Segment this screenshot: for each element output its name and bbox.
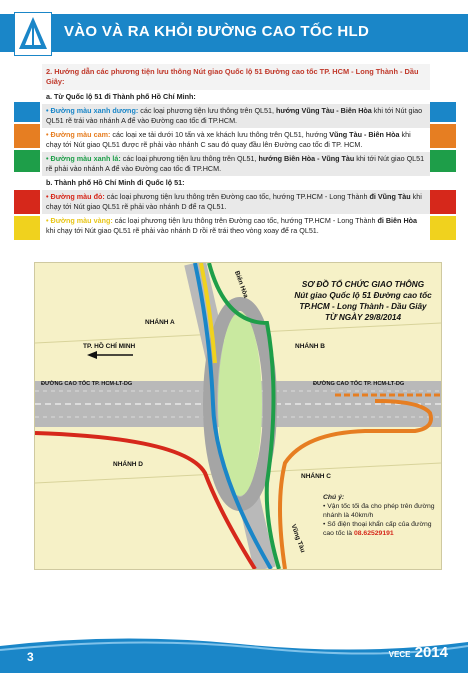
label-tp-hcm: TP. HỒ CHÍ MINH [83, 343, 136, 350]
color-bar-left-red [14, 190, 40, 214]
route-text: các loại xe tải dưới 10 tấn và xe khách lưu thông trên QL51, hướng [110, 130, 330, 139]
footer-brand [389, 644, 448, 661]
page-title: VÀO VÀ RA KHỎI ĐƯỜNG CAO TỐC HLD [64, 23, 370, 40]
color-bar-right-blue [430, 102, 456, 122]
route-strong: hướng Biên Hòa - Vũng Tàu [258, 154, 355, 163]
route-strong: đi Biên Hòa [377, 216, 418, 225]
color-bar-left-green [14, 150, 40, 172]
route-lead: • Đường màu đỏ: [46, 192, 105, 201]
color-bar-right-red [430, 190, 456, 214]
label-highway-right: ĐƯỜNG CAO TỐC TP. HCM-LT-DG [313, 381, 405, 387]
route-strong: đi Vũng Tàu [369, 192, 411, 201]
route-lead: • Đường màu vàng: [46, 216, 113, 225]
guide-content [42, 64, 430, 238]
map-title-line: TỪ NGÀY 29/8/2014 [324, 313, 402, 322]
label-highway-left: ĐƯỜNG CAO TỐC TP. HCM-LT-DG [41, 381, 133, 387]
route-text: khi chạy tới Nút giao QL51 rẽ phải vào nhánh D để ra QL51. [46, 192, 422, 211]
route-text: khi chạy tới Nút giao QL51 rẽ phải vào nhánh D rồi rẽ trái theo vòng xoay để ra QL51. [46, 226, 319, 235]
route-text: các loại phương tiện lưu thông trên Đường cao tốc, hướng TP.HCM - Long Thành [112, 216, 378, 225]
map-title-line: TP.HCM - Long Thành - Dầu Giây [299, 302, 427, 311]
page-header [0, 0, 468, 58]
route-text: các loại phương tiện lưu thông trên QL51, [138, 106, 277, 115]
route-green [42, 152, 430, 176]
subsection-a-title: a. Từ Quốc lộ 51 đi Thành phố Hồ Chí Minh: [42, 90, 430, 104]
vec-logo-icon [14, 12, 52, 56]
route-lead: • Đường màu xanh lá: [46, 154, 121, 163]
route-blue [42, 104, 430, 128]
label-vung-tau: Vũng Tàu [289, 523, 307, 554]
color-bar-left-blue [14, 102, 40, 122]
section-heading: 2. Hướng dẫn các phương tiện lưu thông Nút giao Quốc lộ 51 Đường cao tốc TP. HCM - Long Thành - Dầu Giây: [42, 64, 430, 90]
interchange-map [34, 262, 442, 570]
route-text: các loại phương tiện lưu thông trên Đường cao tốc, hướng TP.HCM - Long Thành [104, 192, 370, 201]
page-number: 3 [27, 650, 34, 664]
route-lead: • Đường màu cam: [46, 130, 111, 139]
label-bien-hoa: Biên Hòa [232, 270, 250, 299]
route-red [42, 190, 430, 214]
label-nhanh-b: NHÁNH B [295, 343, 325, 350]
label-nhanh-a: NHÁNH A [145, 319, 175, 326]
route-lead: • Đường màu xanh dương: [46, 106, 139, 115]
note-title: Chú ý: [323, 494, 345, 501]
note-phone [323, 520, 435, 538]
color-bar-right-green [430, 150, 456, 172]
map-title [293, 279, 433, 323]
brand-name: VECE [388, 650, 411, 659]
route-text: khi tới Nút giao QL51 rẽ phải vào nhánh A để vào Đường cao tốc đi TP.HCM. [46, 154, 425, 173]
color-bar-right-orange [430, 124, 456, 148]
label-nhanh-d: NHÁNH D [113, 461, 143, 468]
note-phone-text: • Số điện thoại khẩn cấp của đường cao tốc là [323, 521, 432, 537]
subsection-b-title: b. Thành phố Hồ Chí Minh đi Quốc lộ 51: [42, 176, 430, 190]
color-bar-left-orange [14, 124, 40, 148]
label-nhanh-c: NHÁNH C [301, 473, 331, 480]
route-yellow [42, 214, 430, 238]
route-orange [42, 128, 430, 152]
route-text: khi chạy tới Nút giao QL51 được rẽ phải vào nhánh C sau đó quay đầu lên Đường cao tốc đi TP. HCM. [46, 130, 411, 149]
map-note [323, 493, 435, 538]
emergency-phone: 08.62529191 [353, 530, 394, 537]
map-title-line: SƠ ĐỒ TỔ CHỨC GIAO THÔNG [301, 280, 425, 289]
route-text: khi tới Nút giao QL51 rẽ trái vào nhánh A để vào Đường cao tốc đi TP.HCM. [46, 106, 423, 125]
route-strong: hướng Vũng Tàu - Biên Hòa [276, 106, 372, 115]
route-strong: Vũng Tàu - Biên Hòa [329, 130, 400, 139]
color-bar-right-yellow [430, 216, 456, 240]
brand-year: 2014 [414, 644, 448, 661]
route-text: các loại phương tiện lưu thông trên QL51, [120, 154, 259, 163]
note-speed: • Vận tốc tối đa cho phép trên đường nhánh là 40km/h [323, 503, 435, 519]
color-bar-left-yellow [14, 216, 40, 240]
map-title-line: Nút giao Quốc lộ 51 Đường cao tốc [294, 291, 432, 300]
